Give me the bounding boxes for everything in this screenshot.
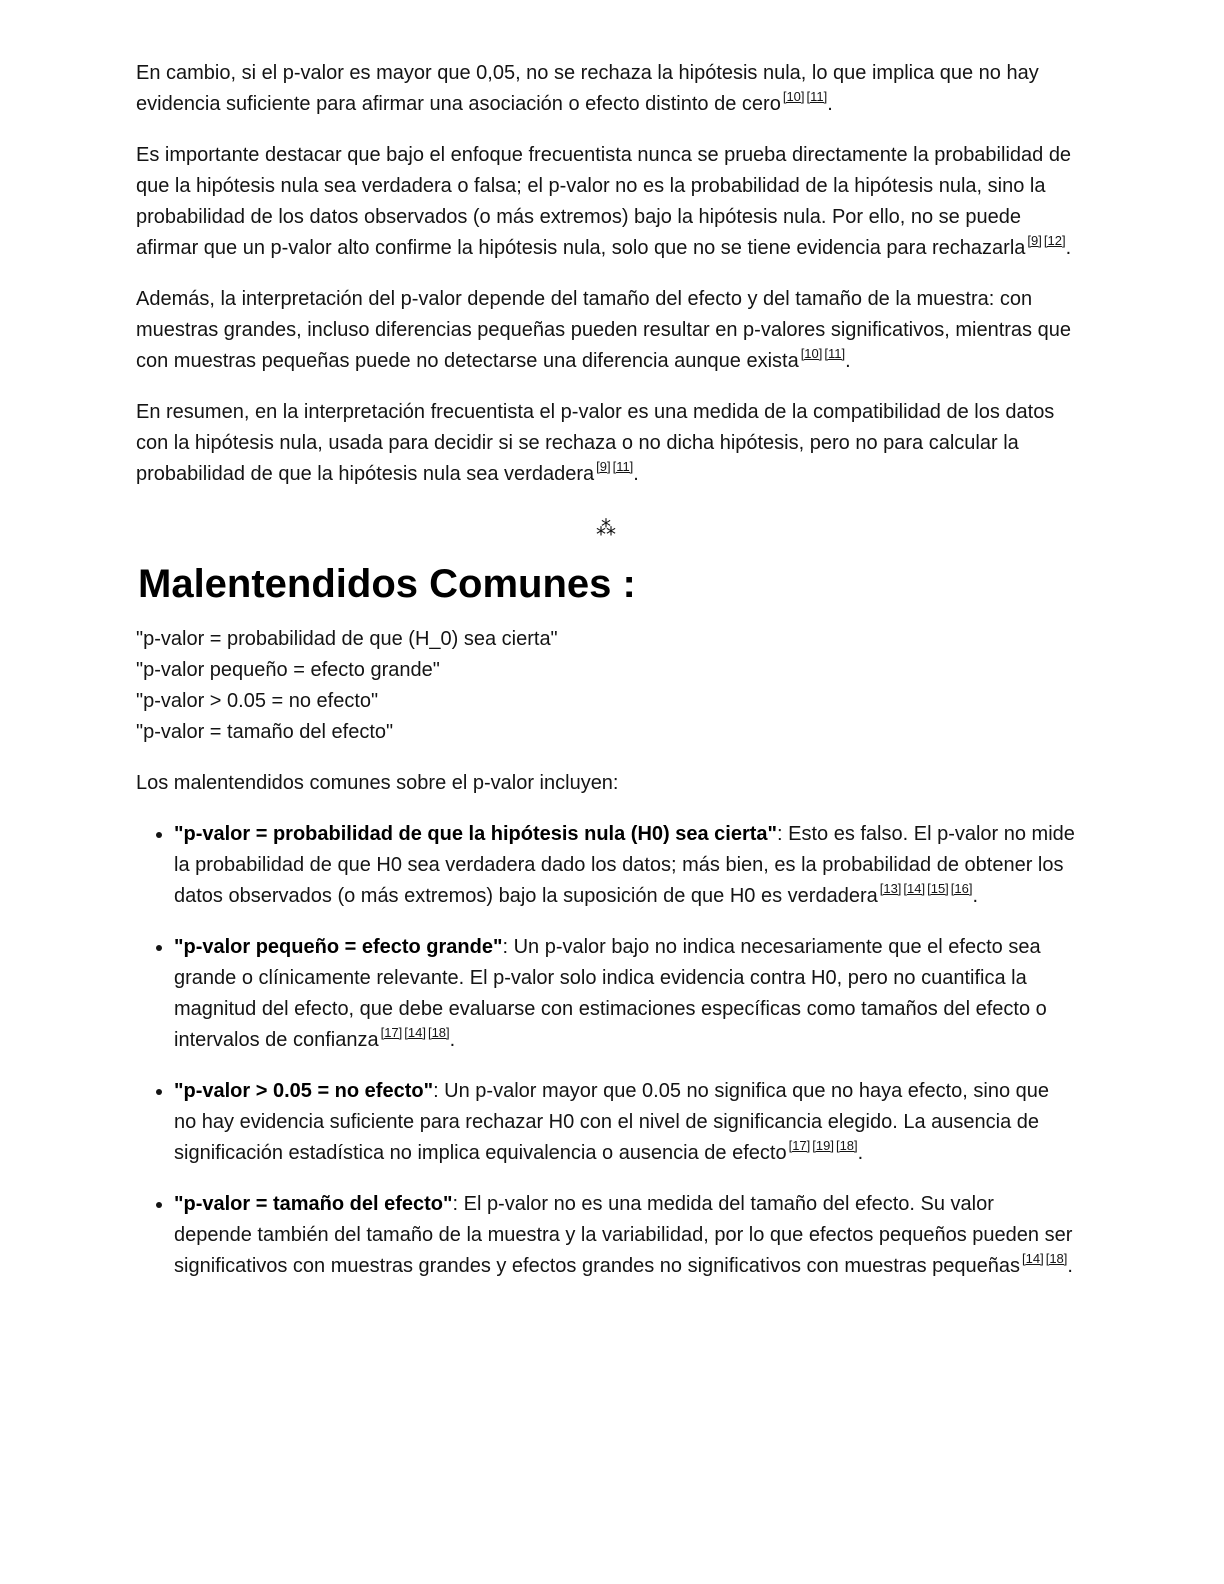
intro-text: Los malentendidos comunes sobre el p-valor incluyen:: [136, 772, 619, 794]
citation-ref[interactable]: [18]: [835, 1138, 858, 1153]
citation-ref[interactable]: [10]: [800, 346, 823, 361]
list-item-text: : Un p-valor bajo no indica necesariamente que el efecto sea grande o clínicamente relevante. El p-valor solo indica evidencia contra H0, pero no cuantifica la magnitud del efecto, que debe evaluarse con estimaciones específicas como tamaños del efecto o intervalos de confianza: [174, 936, 1047, 1051]
paragraph: En cambio, si el p-valor es mayor que 0,05, no se rechaza la hipótesis nula, lo que implica que no hay evidencia suficiente para afirmar una asociación o efecto distinto de cero [10] [11].: [136, 62, 1039, 115]
paragraph: En resumen, en la interpretación frecuentista el p-valor es una medida de la compatibilidad de los datos con la hipótesis nula, usada para decidir si se rechaza o no dicha hipótesis, pero no para calcular la probabilidad de que la hipótesis nula sea verdadera [9] [11].: [136, 401, 1055, 485]
citation-ref[interactable]: [11]: [824, 346, 846, 361]
list-item: • "p-valor = probabilidad de que la hipótesis nula (H0) sea cierta": Esto es falso. El p-valor no mide la probabilidad de que H0 sea verdadera dado los datos; más bien, es la probabilidad de obtener los datos observados (o más extremos) bajo la suposición de que H0 es verdadera [13] [14] [15] [16].: [174, 819, 1076, 912]
list-item-title: "p-valor > 0.05 = no efecto": [174, 1080, 434, 1102]
citation-ref[interactable]: [14]: [1022, 1251, 1044, 1266]
citation-ref[interactable]: [17]: [788, 1138, 811, 1153]
misconception-list: [136, 819, 1076, 1282]
citation-ref[interactable]: [18]: [427, 1025, 450, 1040]
citation-ref[interactable]: [15]: [927, 881, 949, 896]
citation-ref[interactable]: [11]: [612, 459, 634, 474]
list-item-title: "p-valor pequeño = efecto grande": [174, 936, 503, 958]
paragraph-text: Además, la interpretación del p-valor depende del tamaño del efecto y del tamaño de la muestra: con muestras grandes, incluso diferencias pequeñas pueden resultar en p-valores significativos, mientras que con muestras pequeñas puede no detectarse una diferencia aunque exista: [136, 288, 1071, 372]
list-item-title: "p-valor = probabilidad de que la hipótesis nula (H0) sea cierta": [174, 823, 777, 845]
paragraph-text: En resumen, en la interpretación frecuentista el p-valor es una medida de la compatibilidad de los datos con la hipótesis nula, usada para decidir si se rechaza o no dicha hipótesis, pero no para calcular la probabilidad de que la hipótesis nula sea verdadera: [136, 401, 1055, 485]
citation-ref[interactable]: [12]: [1043, 233, 1066, 248]
citation-ref[interactable]: [10]: [782, 89, 805, 104]
section-heading: Malentendidos Comunes :: [138, 562, 636, 606]
citation-ref[interactable]: [19]: [812, 1138, 834, 1153]
paragraph-text: En cambio, si el p-valor es mayor que 0,05, no se rechaza la hipótesis nula, lo que implica que no hay evidencia suficiente para afirmar una asociación o efecto distinto de cero: [136, 62, 1039, 115]
citation-ref[interactable]: [9]: [596, 459, 611, 474]
paragraph: Es importante destacar que bajo el enfoque frecuentista nunca se prueba directamente la probabilidad de que la hipótesis nula sea verdadera o falsa; el p-valor no es la probabilidad de la hipótesis nula, sino la probabilidad de los datos observados (o más extremos) bajo la hipótesis nula. Por ello, no se puede afirmar que un p-valor alto confirme la hipótesis nula, solo que no se tiene evidencia para rechazarla [9] [12].: [136, 144, 1072, 259]
citation-ref[interactable]: [14]: [404, 1025, 426, 1040]
citation-ref[interactable]: [11]: [806, 89, 828, 104]
misconception-quotes: [136, 624, 1076, 748]
quote-line: "p-valor = tamaño del efecto": [136, 721, 394, 743]
citation-ref[interactable]: [18]: [1045, 1251, 1068, 1266]
citation-ref[interactable]: [16]: [950, 881, 973, 896]
citation-ref[interactable]: [13]: [879, 881, 902, 896]
paragraph-text: Es importante destacar que bajo el enfoque frecuentista nunca se prueba directamente la probabilidad de que la hipótesis nula sea verdadera o falsa; el p-valor no es la probabilidad de la hipótesis nula, sino la probabilidad de los datos observados (o más extremos) bajo la hipótesis nula. Por ello, no se puede afirmar que un p-valor alto confirme la hipótesis nula, solo que no se tiene evidencia para rechazarla: [136, 144, 1072, 259]
quote-line: "p-valor > 0.05 = no efecto": [136, 690, 379, 712]
section-separator: ⁂: [596, 518, 616, 540]
list-item-text: : El p-valor no es una medida del tamaño del efecto. Su valor depende también del tamaño de la muestra y la variabilidad, por lo que efectos pequeños pueden ser significativos con muestras grandes y efectos grandes no significativos con muestras pequeñas: [174, 1193, 1073, 1277]
quote-line: "p-valor pequeño = efecto grande": [136, 659, 440, 681]
list-item: • "p-valor pequeño = efecto grande": Un p-valor bajo no indica necesariamente que el efecto sea grande o clínicamente relevante. El p-valor solo indica evidencia contra H0, pero no cuantifica la magnitud del efecto, que debe evaluarse con estimaciones específicas como tamaños del efecto o intervalos de confianza [17] [14] [18].: [174, 932, 1076, 1056]
list-item-title: "p-valor = tamaño del efecto": [174, 1193, 453, 1215]
list-item: • "p-valor = tamaño del efecto": El p-valor no es una medida del tamaño del efecto. Su valor depende también del tamaño de la muestra y la variabilidad, por lo que efectos pequeños pueden ser significativos con muestras grandes y efectos grandes no significativos con muestras pequeñas [14] [18].: [174, 1189, 1076, 1282]
citation-ref[interactable]: [14]: [903, 881, 926, 896]
list-item-text: : Un p-valor mayor que 0.05 no significa que no haya efecto, sino que no hay evidencia suficiente para rechazar H0 con el nivel de significancia elegido. La ausencia de significación estadística no implica equivalencia o ausencia de efecto: [174, 1080, 1049, 1164]
quote-line: "p-valor = probabilidad de que (H_0) sea cierta": [136, 628, 558, 650]
paragraph: Además, la interpretación del p-valor depende del tamaño del efecto y del tamaño de la muestra: con muestras grandes, incluso diferencias pequeñas pueden resultar en p-valores significativos, mientras que con muestras pequeñas puede no detectarse una diferencia aunque exista [10] [11].: [136, 288, 1071, 372]
citation-ref[interactable]: [9]: [1027, 233, 1042, 248]
list-item: • "p-valor > 0.05 = no efecto": Un p-valor mayor que 0.05 no significa que no haya efecto, sino que no hay evidencia suficiente para rechazar H0 con el nivel de significancia elegido. La ausencia de significación estadística no implica equivalencia o ausencia de efecto [17] [19] [18].: [174, 1076, 1076, 1169]
citation-ref[interactable]: [17]: [380, 1025, 403, 1040]
list-item-text: : Esto es falso. El p-valor no mide la probabilidad de que H0 sea verdadera dado los datos; más bien, es la probabilidad de obtener los datos observados (o más extremos) bajo la suposición de que H0 es verdadera: [174, 823, 1075, 907]
